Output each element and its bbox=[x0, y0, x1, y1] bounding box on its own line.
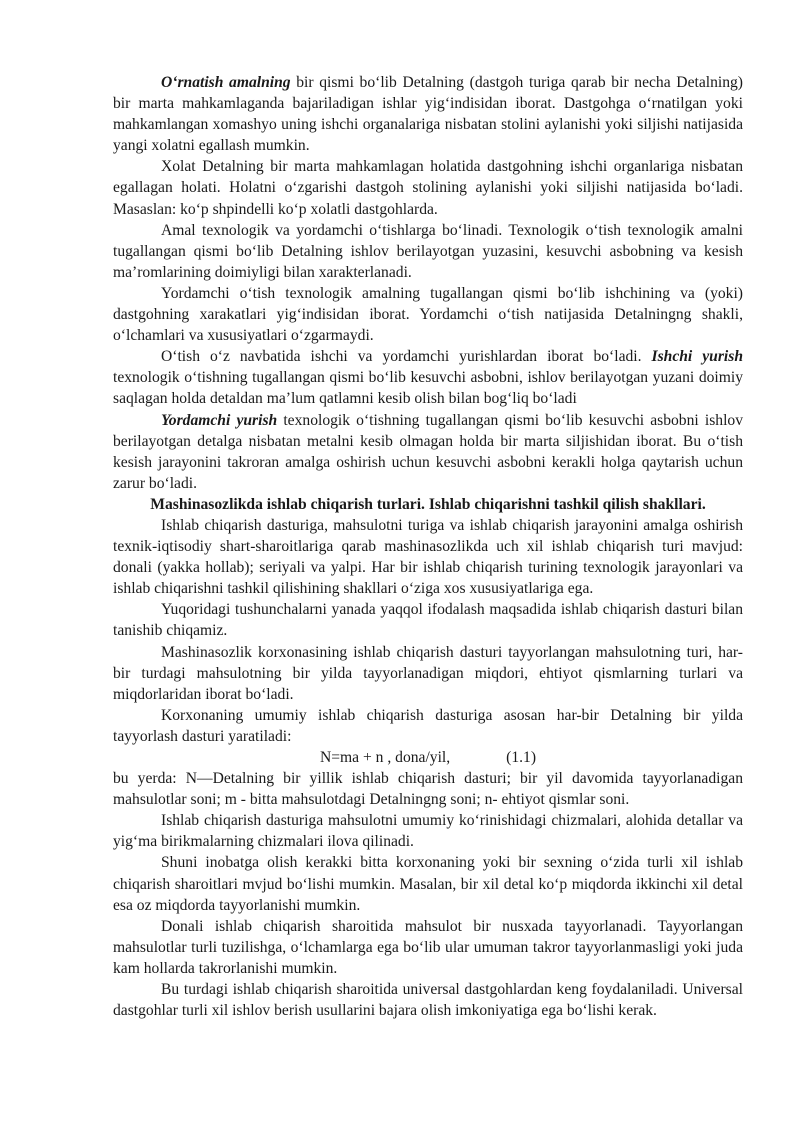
formula-expression: N=ma + n , dona/yil, bbox=[319, 749, 451, 766]
paragraph-auxiliary-transition: Yordamchi o‘tish texnologik amalning tugallangan qismi bo‘lib ishchining va (yoki) dastgohning xarakatlari yig‘indisidan iborat. Yordamchi o‘tish natijasida Detalningng shakli, o‘lchamlari va xususiyatlari o‘zgarmaydi. bbox=[113, 284, 743, 345]
paragraph-text: texnologik o‘tishning tugallangan qismi bo‘lib kesuvchi asbobni ishlov berilayotgan detalga nisbatan metalni kesib olmagan holda bir marta siljishidan iborat. Bu o‘tish kesish jarayonini takroran amalga oshirish uchun kesuvchi asbobni kerakli holga qaytarish uchun zarur bo‘ladi. bbox=[113, 411, 743, 492]
paragraph-annual-program: Korxonaning umumiy ishlab chiqarish dasturiga asosan har-bir Detalning bir yilda tayyorlash dasturi yaratiladi: bbox=[113, 706, 743, 745]
paragraph-text: texnologik o‘tishning tugallangan qismi bo‘lib kesuvchi asbobni, ishlov berilayotgan yuzani doimiy saqlagan holda detaldan ma’lum qatlamni kesib olish bilan bog‘liq bo‘ladi bbox=[113, 369, 743, 408]
paragraph-position: Xolat Detalning bir marta mahkamlagan holatida dastgohning ishchi organlariga nisbatan egallagan holati. Holatni o‘zgarishi dastgoh stolining aylanishi yoki siljishi natijasida bo‘ladi. Masaslan: ko‘p shpindelli ko‘p xolatli dastgohlarda. bbox=[113, 158, 743, 218]
paragraph-auxiliary-stroke bbox=[113, 410, 743, 494]
paragraph-formula-legend: bu yerda: N—Detalning bir yillik ishlab chiqarish dasturi; bir yil davomida tayyorlanadigan mahsulotlar soni; m - bitta mahsulotdagi Detalningng soni; n- ehtiyot qismlar soni. bbox=[113, 770, 743, 809]
section-heading: Mashinasozlikda ishlab chiqarish turlari. Ishlab chiqarishni tashkil qilish shakllari. bbox=[150, 495, 706, 513]
paragraph-conditions: Shuni inobatga olish kerakki bitta korxonaning yoki bir sexning o‘zida turli xil ishlab chiqarish sharoitlari mvjud bo‘lishi mumkin. Masalan, bir xil detal ko‘p miqdorda ikkinchi xil detal esa oz miqdorda tayyorlanishi mumkin. bbox=[113, 854, 743, 914]
term-auxiliary-stroke: Yordamchi yurish bbox=[161, 411, 278, 429]
paragraph-working-stroke bbox=[113, 346, 743, 409]
paragraph-setup-operation bbox=[113, 72, 743, 156]
paragraph-text: bir qismi bo‘lib Detalning (dastgoh turiga qarab bir necha Detalning) bir marta mahkamlaganda bajariladigan ishlar yig‘indisidan iborat. Dastgohga o‘rnatilgan yoki mahkamlangan xomashyo uning ishchi organalariga nisbatan stolini aylanishi yoki siljishi natijasida yangi xolatni egallash mumkin. bbox=[113, 74, 743, 155]
paragraph-text: O‘tish o‘z navbatida ishchi va yordamchi yurishlardan iborat bo‘ladi. bbox=[161, 348, 652, 366]
term-setup-operation: O‘rnatish amalning bbox=[161, 74, 291, 91]
document-page bbox=[113, 72, 743, 1021]
paragraph-program-intro: Yuqoridagi tushunchalarni yanada yaqqol ifodalash maqsadida ishlab chiqarish dasturi bilan tanishib chiqamiz. bbox=[113, 601, 743, 640]
paragraph-universal-machines: Bu turdagi ishlab chiqarish sharoitida universal dastgohlardan keng foydalaniladi. Universal dastgohlar turli xil ishlov berish usullarini bajara olish imkoniyatiga ega bo‘lishi kerak. bbox=[113, 981, 743, 1020]
paragraph-drawings: Ishlab chiqarish dasturiga mahsulotni umumiy ko‘rinishidagi chizmalari, alohida detallar va yig‘ma birikmalarning chizmalari ilova qilinadi. bbox=[113, 812, 743, 851]
paragraph-production-types: Ishlab chiqarish dasturiga, mahsulotni turiga va ishlab chiqarish jarayonini amalga oshirish texnik-iqtisodiy shart-sharoitlariga qarab mashinasozlikda uch xil ishlab chiqarish turi mavjud: donali (yakka hollab); seriyali va yalpi. Har bir ishlab chiqarish turining texnologik jarayonlari va ishlab chiqarishni tashkil qilishining shakllari o‘ziga xos xususiyatlariga ega. bbox=[113, 516, 743, 598]
paragraph-production-program: Mashinasozlik korxonasining ishlab chiqarish dasturi tayyorlangan mahsulotning turi, har-bir turdagi mahsulotning bir yilda tayyorlanadigan miqdori, ehtiyot qismlarning turlari va miqdorlaridan iborat bo‘ladi. bbox=[113, 643, 743, 703]
term-working-stroke: Ishchi yurish bbox=[651, 348, 743, 366]
paragraph-operation-transitions: Amal texnologik va yordamchi o‘tishlarga bo‘linadi. Texnologik o‘tish texnologik amalni tugallangan qismi bo‘lib Detalning ishlov berilayotgan yuzasini, kesuvchi asbobning va kesish ma’romlarining doimiyligi bilan xarakterlanadi. bbox=[113, 221, 743, 281]
formula-number: (1.1) bbox=[506, 749, 537, 766]
paragraph-single-production: Donali ishlab chiqarish sharoitida mahsulot bir nusxada tayyorlanadi. Tayyorlangan mahsulotlar turli tuzilishga, o‘lchamlarga ega bo‘lib ular umuman takror tayyorlanmasligi yoki juda kam hollarda takrorlanishi mumkin. bbox=[113, 917, 743, 977]
formula bbox=[113, 747, 743, 768]
